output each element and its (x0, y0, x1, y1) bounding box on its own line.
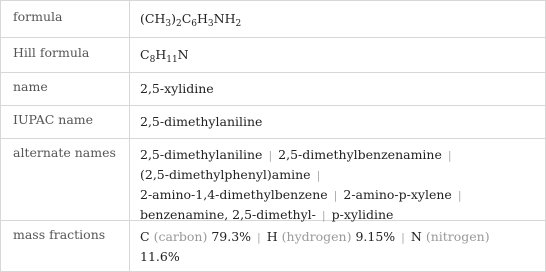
name-value: 2,5-xylidine (129, 73, 545, 105)
table-row (1, 37, 545, 72)
separator: | (321, 209, 326, 222)
separator: | (316, 169, 321, 182)
alternate-names-value (129, 139, 545, 220)
iupac-name-value: 2,5-dimethylaniline (129, 106, 545, 138)
hill-formula-value: $C_8H_{11}N$ (129, 38, 545, 72)
alt-name: (2,5-dimethylphenyl)amine (140, 167, 311, 182)
separator: | (333, 189, 338, 202)
row-label: mass fractions (13, 227, 106, 242)
separator: | (447, 149, 452, 162)
row-label: name (13, 79, 48, 94)
separator: | (257, 231, 261, 244)
table-row (1, 220, 545, 271)
separator: | (268, 149, 273, 162)
separator: | (401, 231, 405, 244)
alt-name: 2,5-dimethylaniline (140, 147, 263, 162)
table-row (1, 105, 545, 138)
table-row (1, 138, 545, 220)
alt-name: 2,5-dimethylbenzenamine (278, 147, 442, 162)
separator: | (457, 189, 462, 202)
alt-name: 2-amino-1,4-dimethylbenzene (140, 187, 328, 202)
mass-fractions-value: C (carbon) 79.3% | H (hydrogen) 9.15% | N (nitrogen) 11.6% (129, 221, 545, 271)
alt-name: benzenamine, 2,5-dimethyl- (140, 207, 316, 222)
alt-name: p-xylidine (331, 207, 394, 222)
row-label: formula (13, 9, 63, 24)
row-label: IUPAC name (13, 112, 94, 127)
alt-name: 2-amino-p-xylene (343, 187, 452, 202)
formula-value: $(CH_3)_2C_6H_3NH_2$ (129, 1, 545, 37)
row-label: alternate names (13, 145, 116, 160)
row-label: Hill formula (13, 45, 90, 60)
table-row (1, 72, 545, 105)
table-row (1, 1, 545, 37)
